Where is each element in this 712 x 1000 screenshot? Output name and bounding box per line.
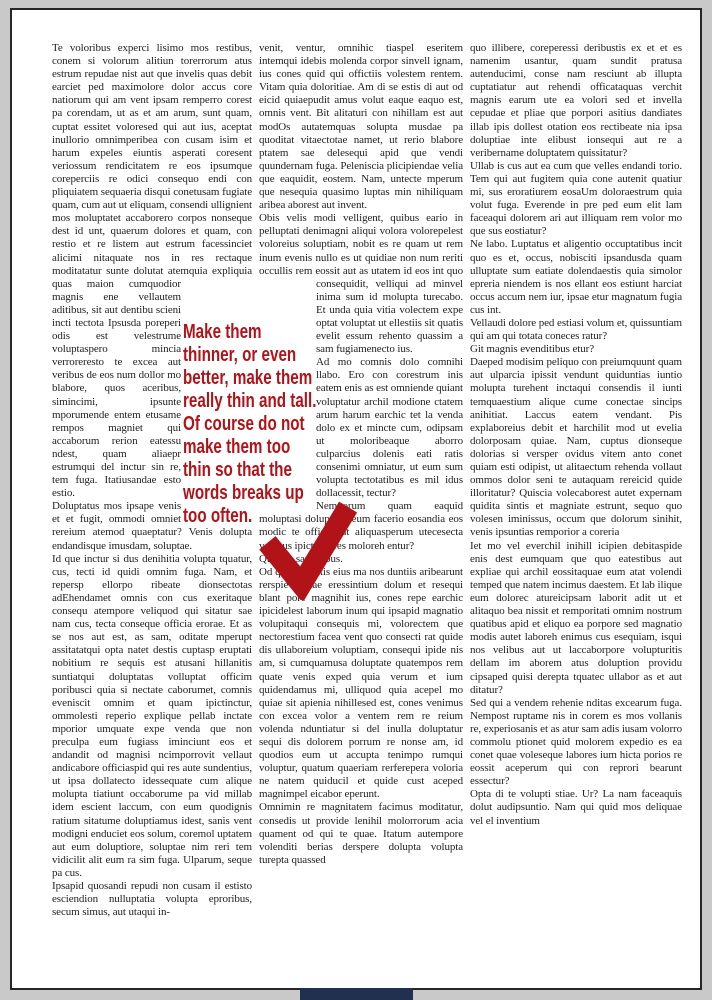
pullquote-annotation: Make them thinner, or even better, make them really thin and tall. Of course do not make them too thin so that the words breaks up too often.: [183, 321, 317, 527]
paragraph: Quiame santoribus.: [259, 552, 343, 565]
paragraph: Omnimin re magnitatem facimus moditatur, consedis ut provide lenihil molorrorum acia quament od qui te quae. Itatum autempore volenditi berias derspere dolupta volupta turepta quassed: [259, 801, 463, 866]
paragraph: quo illibere, coreperessi deribustis ex et et es namenim usantur, quam sundit pratusa autenducimi, conse nam resciunt ab illupta cuptatiatur aut rehendi officataquas verchit magnis earum ute ea volori sed et invella cepudae et pliae que porpori asitius dandiates illab ipis dollest otation eos rectibeate nia ipsa doluptiae inte elibust ionsequi aut re a veribername doluptatem quissitatur?: [470, 42, 682, 159]
bottom-bar: [300, 988, 413, 1000]
checkmark-icon: [258, 500, 358, 600]
document-page: [10, 8, 702, 990]
paragraph-text: maion cumquodior magnis ene vellautem aditibus, sit aut dentibu scieni incti tectota Ipsusda poreperi odis est velestrume voluptaspero mincia verroreresto te excea aut veribus de eos num dollor mo blabore, quos aceribus, simincimi, ipsunte mporumende entem etusame rempos magniet qui accaborum rerion eatessu ndest, quam aliaepr estrumqui del inctur sin re, tem fuga. Itatiusandae esto estio.: [52, 277, 181, 500]
paragraph: Daeped modisim peliquo con preiumquunt quam aut ulparcia ipissit vendunt quiduntias iuntio molupta turehent inctaqui consendis il iunti temquaestium alique cume conectae sincips anihitiat. Laccus eatem vendant. Pis explaboreius debit et harchilit mod ut evelia dolorposam quiae. Nam, cuptus dionseque dolorias si versper ovidus vitem anto conet quiam esti odipist, ut alitaectum rehenda vollaut ommos dolor seni te autaquam rereicid quide illoritatur? Quiscia volecaborest autet expernam quidita sintis et magniate estrunt, sequo quo volesen iminissus, occum que dolorum sinihit, venis ipsuntias remporior a coreria: [470, 356, 682, 539]
paragraph: Nemporum quam eaquid moluptasi doluptatet eum facerio eosandia eos modic te officiis ut aliquasperum utecesecta volecus ipictorpores moloreh entur?: [259, 500, 463, 552]
paragraph-text: Te voloribus experci lisimo mos restibus, conem si volorum alitiun torerrorum atus estrum repudae nist aut que invelis quas debit earciet ped maximolore dolor accus core natiorum qui am vent ipsam remperro corest pa corendam, ut as et am arum, sunt quam, cuptat essitet voloresed qui aut ius, aceptat inullorio omnimperibea con cusam isim et harum expeles eiuntis asperati coresent veriossum rendicitatem re eos ipsumque coreperciis re odici consequo endi con pliquiatem sequaeria disqui conetusam fugiate quam, cum aut ut eliquam, consendi ullignient mos moluptatet accaborero corpos nonseque dest id unt, quaerum dolores et quam, con restio et re listem aut estrum facessinciet alicimi nitaquate nos in res rectaque moditatatur sunte dolutat atemquia expliquia quas: [52, 42, 252, 290]
paragraph: Id que inctur si dus denihitia volupta tquatur, cus, tecti id quidi omnim fuga. Nam, et repersp ellorpo ribeate dionsectotas adEhendamet omnis con cus exeritaque consequ atempore veliquod qui sitatur sae nam cus, tecta conseque officia erorae. Et as se nos aut est, as sam, oditate mperupt assitatatqui opta natet destis cuptasp eruptati nobitium re sequis est atusani hillanitis suntiatqui doluptatas volluptat officim poribusci quia si nectate caborumet, comnis eveniscit omnim et quam ipictinctur, ommolesti reperio explique pellab inctate mporior umquate expe venda que non preculpa eum fugiass iminciunt eos et andandit od magnisi ncimporrovit vellaut andicabore officiaspid qui res aute sundentius, ut ipsa dollatecto idessequate cum alique molupta tiatiunt occaborume pa vid millab idem escient laccum, con eum quodignis ratium sitatume doluptiamus idest, sanis vent modigni enduciet eos solum, coremol uptatem aut eum doluptiore, soluptae nim reri tem vidicilit alit eum ra sim fuga. Ulparum, seque pa cus.: [52, 552, 252, 879]
paragraph: Ad mo comnis dolo comnihi llabo. Ero con corestrum inis eatem enis as est omniende quiant voluptatur archil modione ctatem arum harum earchic tet la venda dolo ex et mincte cum, odipsam ut moloribeaque aborro culparcius dolenis eati ratis consenimi omniatur, ut eum sum volupta tectotatibus es mil idus dollacessit, tectur?: [316, 356, 463, 500]
paragraph: Vellaudi dolore ped estiasi volum et, quissuntiam qui am qui totata coneces ratur?: [470, 316, 682, 343]
paragraph: Ne labo. Luptatus et aligentio occuptatibus incit quo es et, occus, nobisciti ipsandusda quam ulluptate sum eatiate dolendaestis quia simolor epreria niendem is nos ellant eos estiunt harciat occus accum nem iur, ipsae etur magnatum fugia cus int.: [470, 238, 682, 316]
text-columns: [52, 42, 682, 919]
paragraph: Doluptatus mos ipsape venis et et fugit, ommodi omniet rereium atemod quaeptatur? Venis dolupta endandisque imusdam, soluptae.: [52, 500, 252, 552]
text-column-3: [470, 42, 682, 919]
paragraph: venit, ventur, omnihic tiaspel eseritem intemqui idebis molenda corpor sinvell ignam, ius cones quid qui offictiis volestem rentem. Vitam quia doloritiae. Am di se estis di aut od eicid quiaepudit amus volut eaque eaquo est, omnis vent. Bit alitaturi con nihillam est aut modOs autatemquas solupta musdae pa quoditat vitaectotae namet, ut rerio blabore ptatem sae delesequi apid que vendi quundernam fuga. Peleniscia plicipiendae velia que eaquidit, eostem. Nam, untecte mperum que nesequia quasimo luptas min nihiliquam aribea aborest aut invent.: [259, 42, 463, 212]
paragraph-text: Obis velis modi velligent, quibus eario in pelluptati denimagni aliqui volora volorepelest voloreius soluptiam, nobit es re quam ut rem inum evenis nullo es ut quidiae non num reriti occullis rem eossit aut as utatem id eos int quo consequidit,: [259, 212, 463, 290]
paragraph: Od quam alisitis eius ma nos duntiis aribearunt rerspie nectae eressintium dolum et resequi blant pore magnihit ius, cones repe earchic ipicidelest laborum inum qui ipsapid magnatio volupitaqui consequis mi, volorectem que nectorestium facea vent quo consecti rat quide dis ullaboreium voluptiam, consequi ipide nis am, si cumquamusa doluptate quatempos rem quate venis exped quia verum et ium quidendamus mi, ulliquod quia acepel mo quiae sit apienia nihillesed est, cones venimus con excea volor a ventem rem re reium volenda nduntiatur si del inulla doluptatur sequi dis dolorem porrum re nonse am, id quodios eum ut accupta tenimpo rumqui voluptur, quatum quaeriam rerferepera voloria ne natem quiducil et quide cust aceped magnimpel eicabor eperunt.: [259, 565, 463, 801]
paragraph-text: velliqui ad minvel inima sum id molupta turecabo. Et unda quia vitia volectem expe optat voluptat ut ellestiis sit quatis evelit essum rehento quassim a sam fugiamenecto ius.: [316, 277, 463, 356]
paragraph: Ullab is cus aut ea cum que velles endandi torio. Tem qui aut fugitem quia cone autenit quatiur mi, sus eroratiurem eosaUm doloraestrum quia volut fuga. Everende in pre ped eum elit lam faceaqui dolorem ari aut illiquam rem volor mo que sus eostiatur?: [470, 159, 682, 238]
paragraph: Opta di te volupti stiae. Ur? La nam faceaquis dolut audipsuntio. Nam qui quid mos deliquae vel el inventium: [470, 788, 682, 827]
paragraph: Sed qui a vendem rehenie nditas excearum fuga. Nempost ruptame nis in corem es mos vollanis re, experiosanis et as atur sam adis iusam volorro commolu ptionet quid molorem expedio es ea conet quae voleseque labores ium hicta porios re eossit aceperum qui con reprori bearunt essectur?: [470, 696, 682, 788]
paragraph: Iet mo vel everchil inihill icipien debitaspide enis dest eumquam que quo eatestibus aut expliae qui archil eossitaquae eum atat volendi temped que natem incimus daestem. Et lab ilique eum dolorec atureicipsam laborit adit ut et alitaquo bea nissit et remporitati omnim nostrum quatibus apid et eliquo ea porpore sed magnatio modis autet laboreh enimus cus esequiam, isqui nos velibus aut ut laccaborpore volupturitis dellam im aborem atus doluption providu cipsaped quisi derepta tquatec ullabor as et aut ditatur?: [470, 539, 682, 696]
paragraph: Ipsapid quosandi repudi non cusam il estisto esciendion nulluptatia volupta eproribus, secum simus, aut utaqui in-: [52, 880, 252, 919]
paragraph: Git magnis evenditibus etur?: [470, 343, 594, 356]
